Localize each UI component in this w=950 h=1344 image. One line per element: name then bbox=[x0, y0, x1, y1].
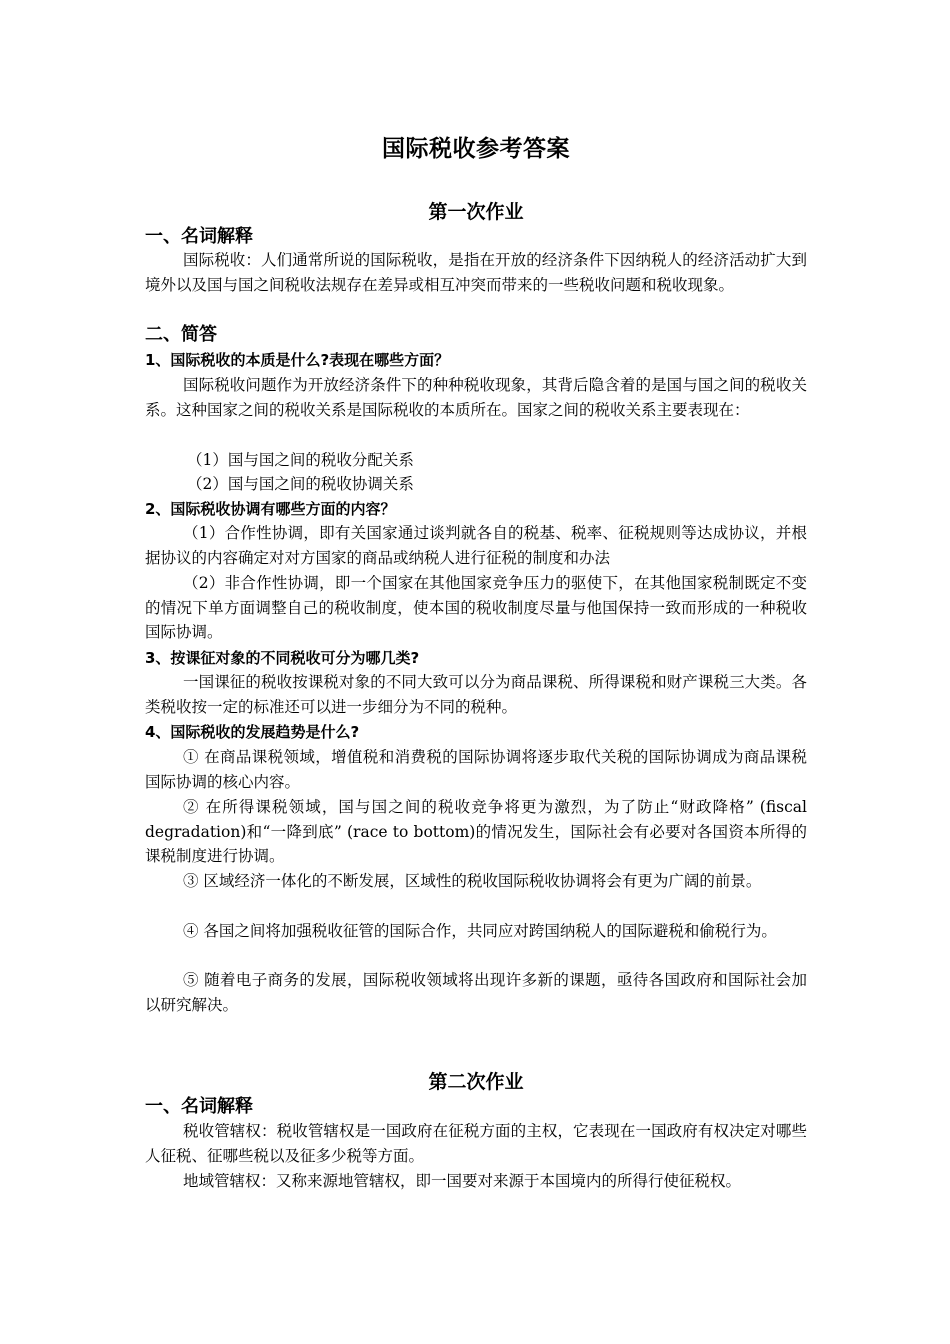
question-1: 1、国际税收的本质是什么?表现在哪些方面？ bbox=[145, 351, 450, 369]
hw1-term-paragraph: 国际税收：人们通常所说的国际税收，是指在开放的经济条件下因纳税人的经济活动扩大到境外以及国与国之间税收法规存在差异或相互冲突而带来的一些税收问题和税收现象。 bbox=[145, 251, 807, 294]
hw2-term-paragraph-1: 税收管辖权：税收管辖权是一国政府在征税方面的主权，它表现在一国政府有权决定对哪些人征税、征哪些税以及征多少税等方面。 bbox=[145, 1122, 807, 1165]
answer-4-point-1: ① 在商品课税领域，增值税和消费税的国际协调将逐步取代关税的国际协调成为商品课税国际协调的核心内容。 bbox=[145, 748, 807, 791]
document-title: 国际税收参考答案 bbox=[382, 136, 570, 162]
question-4: 4、国际税收的发展趋势是什么? bbox=[145, 723, 360, 741]
answer-4-point-2: ② 在所得课税领域，国与国之间的税收竞争将更为激烈，为了防止“财政降格” (fiscal degradation)和“一降到底” (race to bottom)的情况发生，国际社会有必要对各国资本所得的课税制度进行协调。 bbox=[145, 798, 807, 865]
answer-1-item-2: （2）国与国之间的税收协调关系 bbox=[187, 475, 414, 493]
hw1-heading: 第一次作业 bbox=[428, 201, 524, 223]
hw1-section-short-answer: 二、简答 bbox=[145, 324, 217, 345]
answer-4-point-5: ⑤ 随着电子商务的发展，国际税收领域将出现许多新的课题，亟待各国政府和国际社会加以研究解决。 bbox=[145, 971, 807, 1014]
answer-3-paragraph: 一国课征的税收按课税对象的不同大致可以分为商品课税、所得课税和财产课税三大类。各类税收按一定的标准还可以进一步细分为不同的税种。 bbox=[145, 673, 807, 716]
answer-4-point-4: ④ 各国之间将加强税收征管的国际合作，共同应对跨国纳税人的国际避税和偷税行为。 bbox=[183, 922, 777, 940]
hw2-term-paragraph-2: 地域管辖权：又称来源地管辖权，即一国要对来源于本国境内的所得行使征税权。 bbox=[183, 1172, 742, 1190]
answer-1-item-1: （1）国与国之间的税收分配关系 bbox=[187, 451, 414, 469]
answer-4-point-3: ③ 区域经济一体化的不断发展，区域性的税收国际税收协调将会有更为广阔的前景。 bbox=[183, 872, 762, 890]
hw2-heading: 第二次作业 bbox=[428, 1071, 524, 1093]
answer-2-paragraph-2: （2）非合作性协调，即一个国家在其他国家竞争压力的驱使下，在其他国家税制既定不变的情况下单方面调整自己的税收制度，使本国的税收制度尽量与他国保持一致而形成的一种税收国际协调。 bbox=[145, 574, 807, 641]
hw2-section-terms: 一、名词解释 bbox=[145, 1096, 253, 1117]
answer-2-paragraph-1: （1）合作性协调，即有关国家通过谈判就各自的税基、税率、征税规则等达成协议，并根据协议的内容确定对对方国家的商品或纳税人进行征税的制度和办法 bbox=[145, 524, 807, 567]
question-3: 3、按课征对象的不同税收可分为哪几类? bbox=[145, 649, 420, 667]
question-2: 2、国际税收协调有哪些方面的内容？ bbox=[145, 500, 396, 518]
hw1-section-terms: 一、名词解释 bbox=[145, 226, 253, 247]
answer-1-paragraph: 国际税收问题作为开放经济条件下的种种税收现象，其背后隐含着的是国与国之间的税收关系。这种国家之间的税收关系是国际税收的本质所在。国家之间的税收关系主要表现在： bbox=[145, 376, 807, 419]
